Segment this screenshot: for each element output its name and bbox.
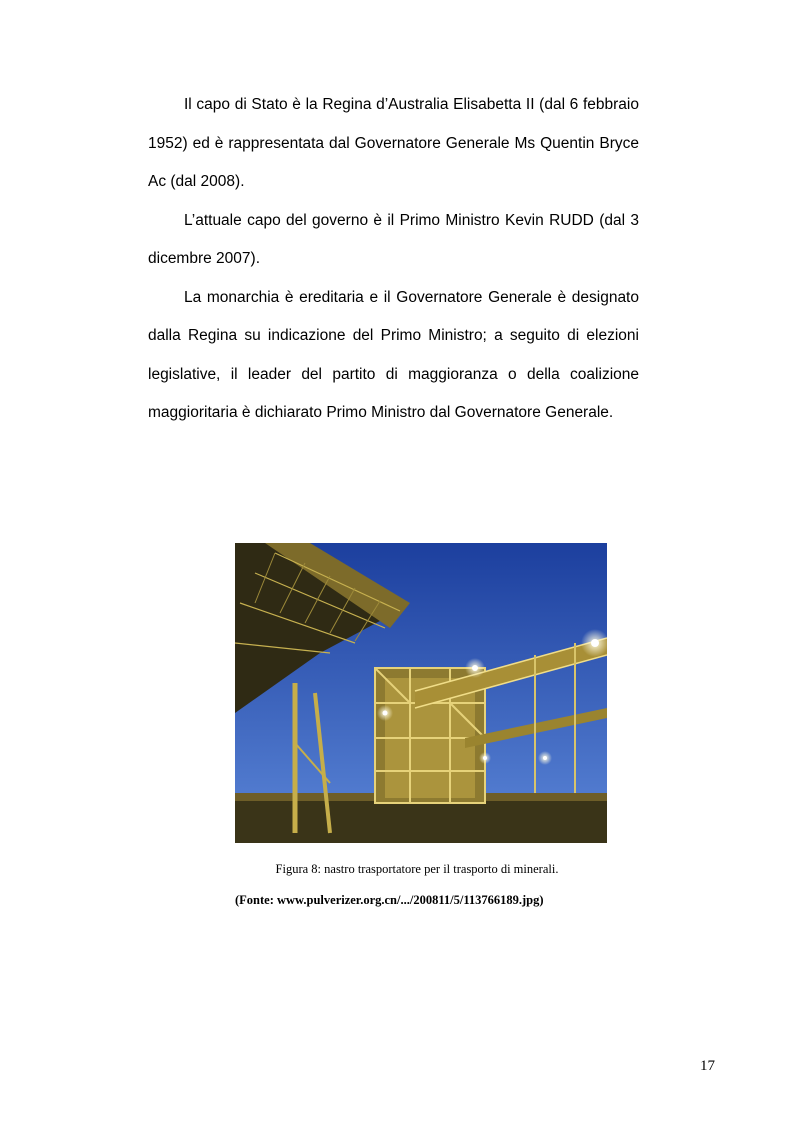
paragraph-head-of-government: L’attuale capo del governo è il Primo Ministro Kevin RUDD (dal 3 dicembre 2007).: [148, 211, 639, 267]
page-number: 17: [700, 1058, 715, 1074]
body-text: [148, 86, 639, 433]
paragraph-monarchy: La monarchia è ereditaria e il Governatore Generale è designato dalla Regina su indicazione del Primo Ministro; a seguito di elezioni legislative, il leader del partito di maggioranza o della coalizione maggioritaria è dichiarato Primo Ministro dal Governatore Generale.: [148, 288, 639, 421]
conveyor-photo: [235, 543, 607, 843]
figure-caption: Figura 8: nastro trasportatore per il trasporto di minerali.: [275, 862, 559, 876]
conveyor-illustration: [235, 543, 607, 843]
figure-source: (Fonte: www.pulverizer.org.cn/.../200811/5/113766189.jpg): [235, 893, 544, 907]
paragraph-head-of-state: Il capo di Stato è la Regina d’Australia Elisabetta II (dal 6 febbraio 1952) ed è rappresentata dal Governatore Generale Ms Quentin Bryce Ac (dal 2008).: [148, 96, 639, 190]
